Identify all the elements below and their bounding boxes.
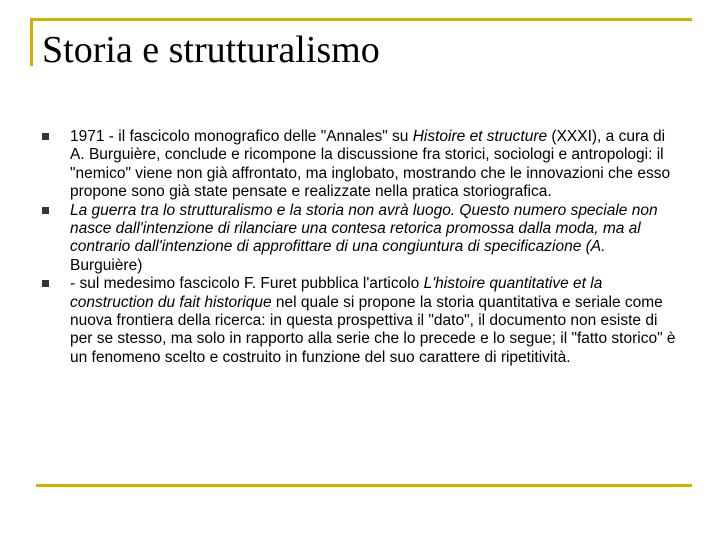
text-run-italic: L'histoire quantitative et la construction du fait historique	[70, 275, 603, 311]
text-run-italic: Histoire et structure	[412, 128, 548, 145]
bullet-item-1	[42, 128, 682, 202]
square-bullet-icon	[42, 207, 49, 214]
bullet-item-2	[42, 202, 682, 276]
bullet-text-3	[70, 275, 682, 367]
bullet-item-3	[42, 275, 682, 367]
frame-top-line	[30, 18, 692, 21]
text-run: (XXXI), a cura di A. Burguière, conclude e ricompone la discussione fra storici, sociologi e antropologi: il "nemico" viene non già affrontato, ma inglobato, mostrando che le innovazioni che esso propone sono già state pensate e realizzate nella pratica storiografica.	[70, 128, 671, 201]
bullet-text-1	[70, 128, 682, 202]
frame-left-line	[30, 18, 33, 66]
frame-bottom-line	[36, 484, 692, 487]
slide-title: Storia e strutturalismo	[42, 29, 380, 71]
square-bullet-icon	[42, 133, 49, 140]
text-run: Burguière)	[70, 256, 143, 274]
bullet-list	[42, 128, 682, 367]
square-bullet-icon	[42, 280, 49, 287]
text-run: - sul medesimo fascicolo F. Furet pubblica l'articolo	[70, 275, 424, 293]
text-run-italic: La guerra tra lo strutturalismo e la storia non avrà luogo. Questo numero speciale non nasce dall'intenzione di rilanciare una contesa retorica promossa dalla moda, ma al contrario dall'intenzione di approfittare di una congiuntura di specificazione (A.	[70, 201, 658, 256]
text-run: 1971 - il fascicolo monografico delle "Annales" su	[70, 128, 413, 145]
bullet-text-2	[70, 202, 682, 276]
text-run: nel quale si propone la storia quantitativa e seriale come nuova frontiera della ricerca: in questa prospettiva il "dato", il documento non esiste di per se stesso, ma solo in rapporto alla serie che lo precede e lo segue; il "fatto storico" è un fenomeno scelto e costruito in funzione del suo carattere di ripetitività.	[70, 293, 676, 366]
